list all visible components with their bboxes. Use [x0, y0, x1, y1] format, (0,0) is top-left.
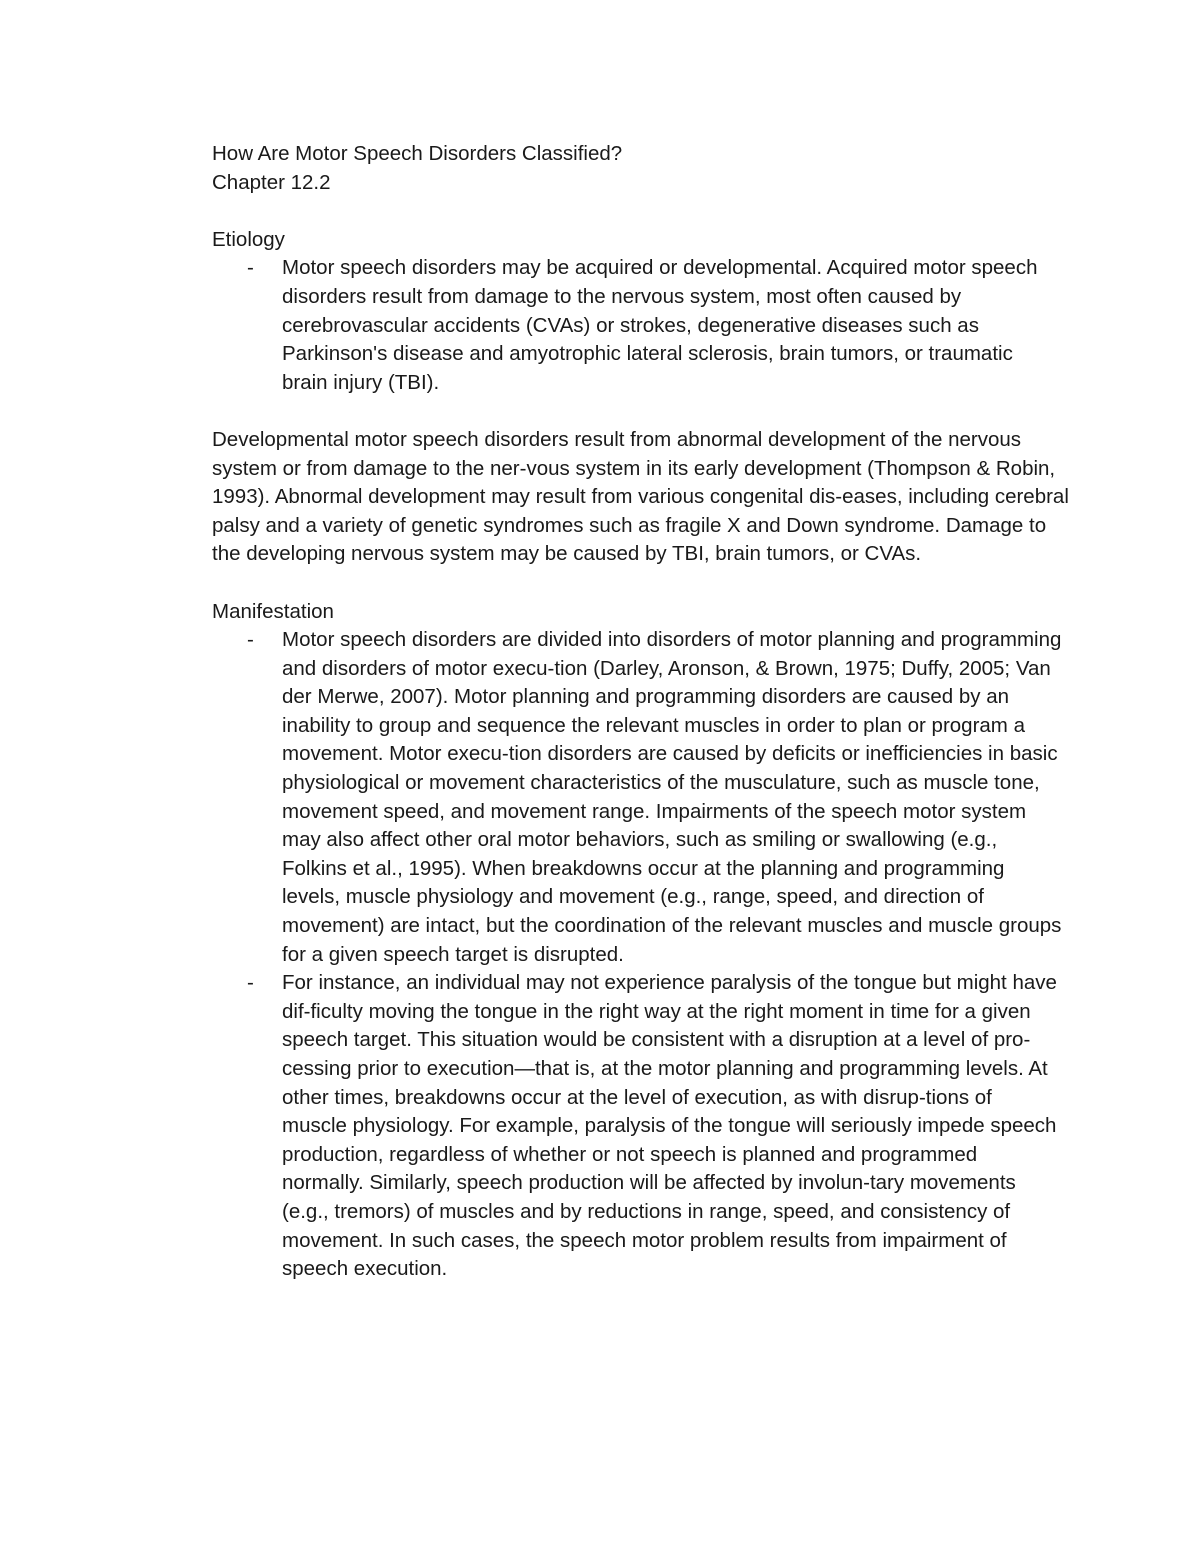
- document-body: [212, 140, 1072, 1284]
- list-item: [212, 254, 1062, 397]
- spacer: [212, 569, 1072, 598]
- developmental-paragraph: Developmental motor speech disorders result from abnormal development of the nervous system or from damage to the ner-vous system in its early development (Thompson & Robin, 1993). Abnormal development may result from various congenital dis-eases, including cerebral palsy and a variety of genetic syndromes such as fragile X and Down syndrome. Damage to the developing nervous system may be caused by TBI, brain tumors, or CVAs.: [212, 427, 1069, 566]
- etiology-bullet-text: Motor speech disorders may be acquired or developmental. Acquired motor speech disorders result from damage to the nervous system, most often caused by cerebrovascular accidents (CVAs) or strokes, degenerative diseases such as Parkinson's disease and amyotrophic lateral sclerosis, brain tumors, or traumatic brain injury (TBI).: [282, 256, 1038, 394]
- bullet-dash: -: [247, 628, 254, 652]
- list-item: [212, 626, 1062, 969]
- manifestation-heading: Manifestation: [212, 599, 334, 623]
- etiology-bullet-list: [212, 254, 1072, 397]
- manifestation-bullet-text: For instance, an individual may not experience paralysis of the tongue but might have dif-ficulty moving the tongue in the right way at the right moment in time for a given speech target. This situation would be consistent with a disruption at a level of pro-cessing prior to execution—that is, at the motor planning and programming levels. At other times, breakdowns occur at the level of execution, as with disrup-tions of muscle physiology. For example, paralysis of the tongue will seriously impede speech production, regardless of whether or not speech is planned and programmed normally. Similarly, speech production will be affected by involun-tary movements (e.g., tremors) of muscles and by reductions in range, speed, and consistency of movement. In such cases, the speech motor problem results from impairment of speech execution.: [282, 971, 1057, 1281]
- manifestation-bullet-text: Motor speech disorders are divided into disorders of motor planning and programming and disorders of motor execu-tion (Darley, Aronson, & Brown, 1975; Duffy, 2005; Van der Merwe, 2007). Motor planning and programming disorders are caused by an inability to group and sequence the relevant muscles in order to plan or program a movement. Motor execu-tion disorders are caused by deficits or inefficiencies in basic physiological or movement characteristics of the musculature, such as muscle tone, movement speed, and movement range. Impairments of the speech motor system may also affect other oral motor behaviors, such as smiling or swallowing (e.g., Folkins et al., 1995). When breakdowns occur at the planning and programming levels, muscle physiology and movement (e.g., range, speed, and direction of movement) are intact, but the coordination of the relevant muscles and muscle groups for a given speech target is disrupted.: [282, 628, 1062, 966]
- document-title: How Are Motor Speech Disorders Classified?: [212, 142, 623, 165]
- bullet-dash: -: [247, 256, 254, 280]
- manifestation-bullet-list: [212, 626, 1072, 1284]
- chapter-label: Chapter 12.2: [212, 170, 331, 194]
- list-item: [212, 969, 1062, 1284]
- etiology-heading: Etiology: [212, 227, 285, 251]
- bullet-dash: -: [247, 971, 254, 995]
- spacer: [212, 197, 1072, 226]
- spacer: [212, 397, 1072, 426]
